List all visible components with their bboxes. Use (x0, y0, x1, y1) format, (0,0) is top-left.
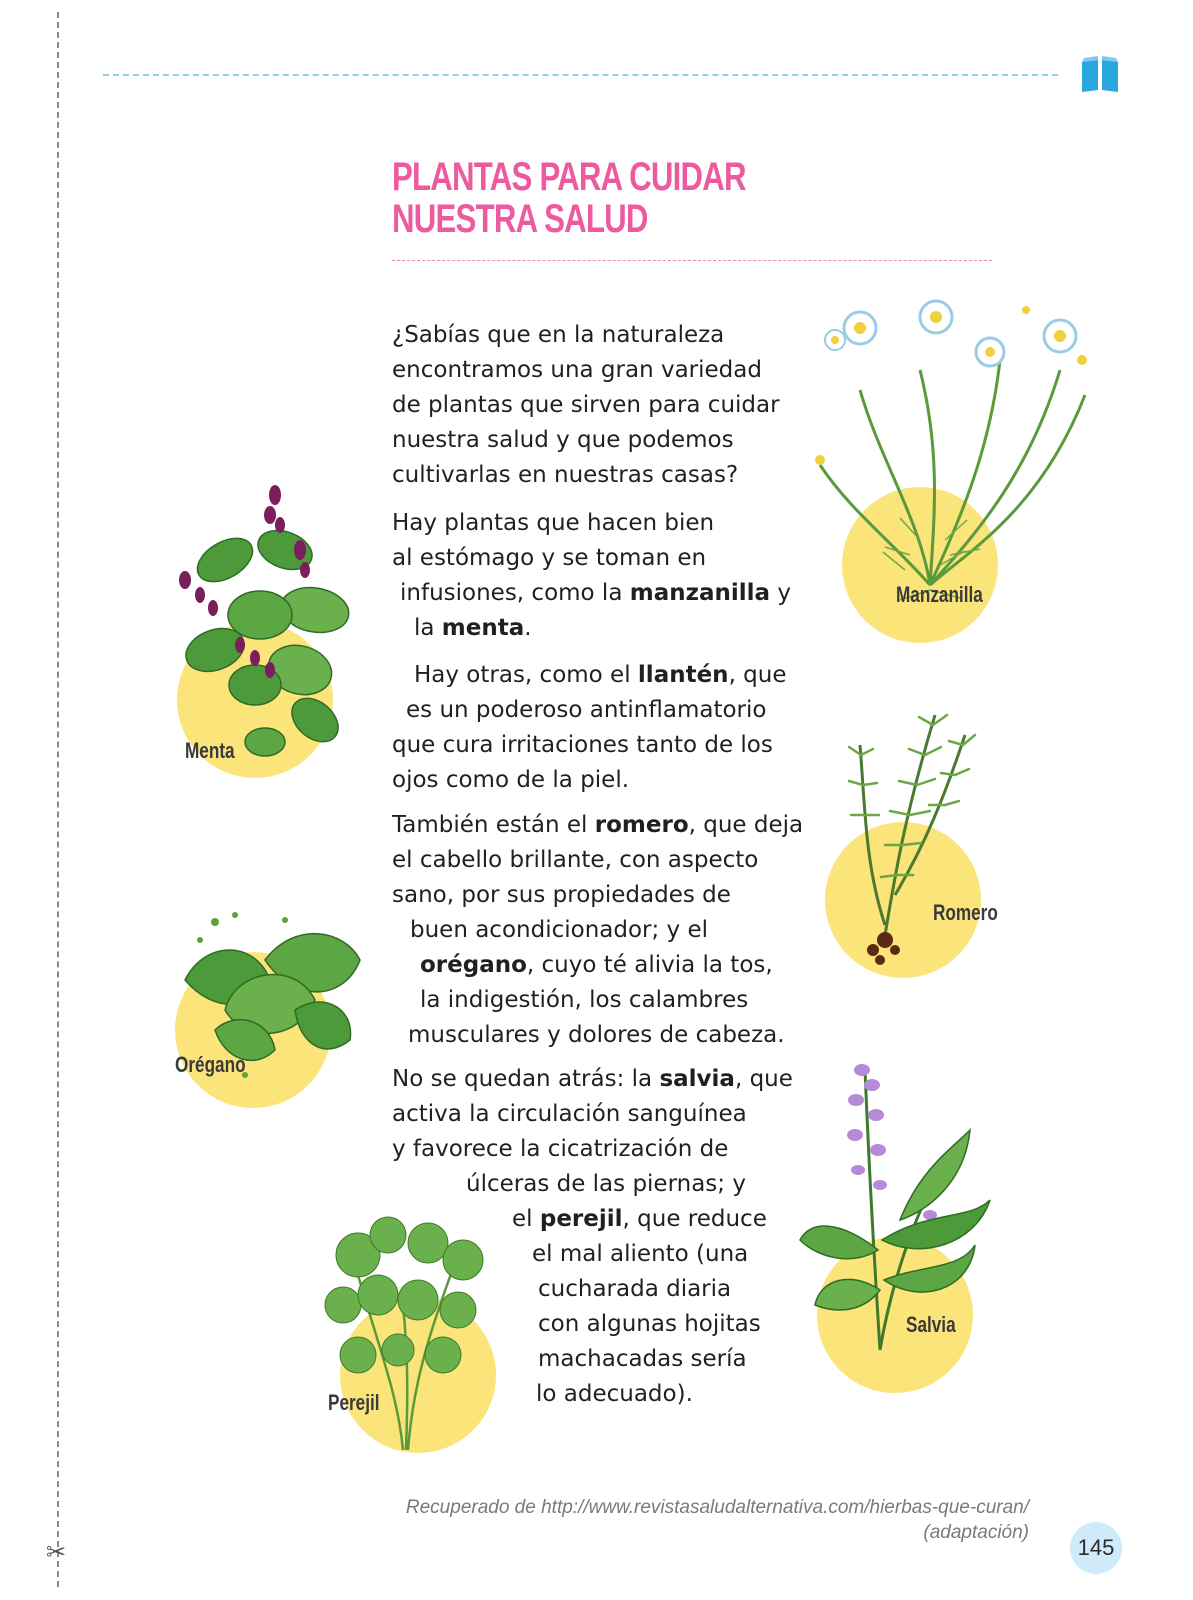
text-line: infusiones, como la manzanilla y (400, 580, 791, 606)
menta-illustration (165, 480, 380, 780)
title-line-1: PLANTAS PARA CUIDAR (392, 155, 746, 199)
text-line: lo adecuado). (536, 1381, 693, 1407)
manzanilla-illustration (810, 300, 1110, 645)
text-line: al estómago y se toman en (392, 545, 707, 571)
text-line: activa la circulación sanguínea (392, 1101, 747, 1127)
text-line: Hay plantas que hacen bien (392, 510, 715, 536)
credit-note: (adaptación) (923, 1522, 1029, 1543)
paragraph-stomach (392, 506, 791, 646)
keyword-oregano: orégano (420, 952, 527, 978)
paragraph-llanten (392, 658, 787, 798)
top-dashed-rule (103, 74, 1058, 76)
text-line: el cabello brillante, con aspecto (392, 847, 759, 873)
keyword-llanten: llantén (637, 662, 729, 688)
text-line: ojos como de la piel. (392, 767, 630, 793)
text-line: es un poderoso antinflamatorio (406, 697, 767, 723)
source-credit (406, 1495, 1029, 1545)
text-line: y favorece la cicatrización de (392, 1136, 729, 1162)
paragraph-romero-oregano (392, 808, 803, 1053)
salvia-illustration (800, 1050, 1020, 1380)
text-line: machacadas sería (538, 1346, 747, 1372)
text-line: la indigestión, los calambres (420, 987, 749, 1013)
cut-line (57, 12, 59, 1587)
label-manzanilla: Manzanilla (896, 582, 983, 607)
label-menta: Menta (185, 738, 235, 763)
text-line: sano, por sus propiedades de (392, 882, 731, 908)
text-line: encontramos una gran variedad (392, 357, 762, 383)
text-line: orégano, cuyo té alivia la tos, (420, 952, 773, 978)
paragraph-intro (392, 318, 780, 493)
scissors-icon: ✂ (46, 1538, 67, 1566)
text-line: musculares y dolores de cabeza. (408, 1022, 785, 1048)
text-line: También están el romero, que deja (392, 812, 804, 838)
label-romero: Romero (933, 900, 998, 925)
text-line: Hay otras, como el llantén, que (414, 662, 787, 688)
keyword-romero: romero (594, 812, 689, 838)
text-line: nuestra salud y que podemos (392, 427, 734, 453)
credit-url: Recuperado de http://www.revistasaludalternativa.com/hierbas-que-curan/ (405, 1497, 1029, 1518)
keyword-menta: menta (441, 615, 525, 641)
text-line: cultivarlas en nuestras casas? (392, 462, 739, 488)
keyword-perejil: perejil (539, 1206, 623, 1232)
text-line: que cura irritaciones tanto de los (392, 732, 773, 758)
label-perejil: Perejil (328, 1390, 380, 1415)
title-line-2: NUESTRA SALUD (392, 197, 648, 241)
romero-illustration (825, 695, 1025, 985)
text-line: con algunas hojitas (538, 1311, 761, 1337)
text-line: úlceras de las piernas; y (466, 1171, 746, 1197)
page-title (392, 156, 798, 240)
text-line: cucharada diaria (538, 1276, 732, 1302)
book-icon (1080, 56, 1120, 94)
label-salvia: Salvia (906, 1312, 956, 1337)
perejil-illustration (318, 1215, 508, 1465)
text-line: buen acondicionador; y el (410, 917, 709, 943)
keyword-manzanilla: manzanilla (629, 580, 771, 606)
text-line: de plantas que sirven para cuidar (392, 392, 780, 418)
label-oregano: Orégano (175, 1052, 246, 1077)
page-number: 145 (1070, 1522, 1122, 1574)
text-line: la menta. (414, 615, 532, 641)
text-line: el mal aliento (una (532, 1241, 749, 1267)
oregano-illustration (175, 900, 375, 1100)
text-line: No se quedan atrás: la salvia, que (392, 1066, 793, 1092)
text-line: el perejil, que reduce (512, 1206, 767, 1232)
title-dashed-rule (392, 260, 992, 261)
keyword-salvia: salvia (659, 1066, 735, 1092)
text-line: ¿Sabías que en la naturaleza (392, 322, 725, 348)
